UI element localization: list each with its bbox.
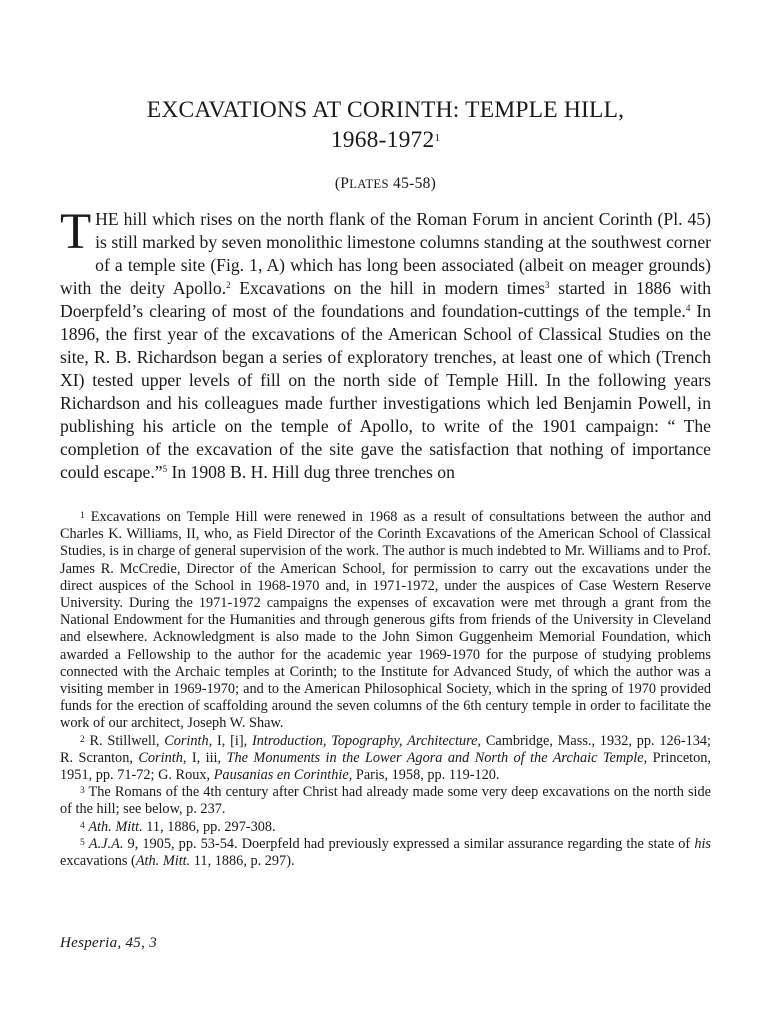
drop-cap: T xyxy=(60,204,92,260)
footnote-2 xyxy=(60,733,711,785)
journal-footer: Hesperia, 45, 3 xyxy=(60,935,157,951)
footnote-1 xyxy=(60,509,711,733)
footnote-text: , I, [i], xyxy=(208,732,252,749)
footnote-text: Excavations on Temple Hill were renewed in 1968 as a result of consultations between the author and Charles K. Williams, II, who, as Field Director of the Corinth Excavations of the American School of Classical Studies, is in charge of general supervision of the work. The author is much indebted to Mr. Williams and to Prof. James R. McCredie, Director of the American School, for permission to carry out the excavations under the direct auspices of the School in 1968-1970 and, in 1971-1972, under the auspices of Case Western Reserve University. During the 1971-1972 campaigns the expenses of excavation were met through a grant from the National Endowment for the Humanities and through generous gifts from friends of the University in Cleveland and elsewhere. Acknowledgment is also made to the John Simon Guggenheim Memorial Foundation, which awarded a Fellowship to the author for the academic year 1969-1970 for the purpose of studying problems connected with the Archaic temples at Corinth; to the Institute for Advanced Study, of which the author was a visiting member in 1969-1970; and to the American Philosophical Society, which in the spring of 1970 provided funds for the erection of scaffolding around the seven columns of the 6th century temple in order to facilitate the work of our architect, Joseph W. Shaw. xyxy=(60,509,711,732)
footnote-number: 4 xyxy=(80,820,85,831)
footnote-text: The Romans of the 4th century after Christ had already made some very deep excavations on the north side of the hill; see below, p. 237. xyxy=(60,784,711,818)
body-text-segment: started in 1886 with Doerpfeld’s clearing of most of the foundations and foundation-cuttings of the temple. xyxy=(60,278,711,321)
plates-smallcaps: LATES xyxy=(349,177,389,191)
footnote-ref-5[interactable]: 5 xyxy=(162,464,168,474)
article-title xyxy=(60,95,711,155)
footnote-5 xyxy=(60,836,711,870)
footnote-ref-4[interactable]: 4 xyxy=(685,303,691,313)
footnote-4 xyxy=(60,819,711,836)
footnote-number: 2 xyxy=(80,734,85,745)
title-years: 1968-1972 xyxy=(330,127,435,153)
footnote-number: 3 xyxy=(80,786,85,797)
footnote-3 xyxy=(60,784,711,818)
footnote-text: 11, 1886, p. 297). xyxy=(190,853,295,870)
footnotes xyxy=(60,509,711,870)
footnote-text: , I, iii, xyxy=(182,749,227,766)
body-text-segment: Excavations on the hill in modern times xyxy=(230,278,545,298)
body-text-segment: In 1908 B. H. Hill dug three trenches on xyxy=(167,462,455,482)
citation-title: A.J.A. xyxy=(88,835,124,852)
citation-title: Corinth xyxy=(138,749,183,766)
citation-title: Pausanias en Corinthie xyxy=(213,767,349,784)
footnote-text: excavations ( xyxy=(60,853,136,870)
title-line-1: EXCAVATIONS AT CORINTH: TEMPLE HILL, xyxy=(146,97,625,123)
plates-range: 45-58) xyxy=(388,175,437,192)
citation-title: Ath. Mitt. xyxy=(135,853,191,870)
plates-reference xyxy=(60,175,711,193)
footnote-text: , Paris, 1958, pp. 119-120. xyxy=(348,767,500,784)
citation-title: The Monuments in the Lower Agora and North of the Archaic Temple xyxy=(226,749,644,766)
footnote-text: , Cambridge, Mass., 1932, pp. 126-134; R. Scranton, xyxy=(60,732,711,766)
citation-title: Corinth xyxy=(164,732,209,749)
body-paragraph xyxy=(60,204,712,484)
footnote-text: R. Stillwell, xyxy=(84,732,165,749)
footnote-number: 5 xyxy=(80,837,85,848)
title-line-2 xyxy=(60,125,711,155)
title-footnote-ref[interactable]: 1 xyxy=(434,132,441,144)
body-text-segment: HE hill which rises on the north flank of the Roman Forum in ancient Corinth (Pl. 45) is still marked by seven monolithic limestone columns standing at the southwest corner of a temple site (Fig. 1, A) which has long been associated (albeit on meager grounds) with the deity Apollo. xyxy=(60,209,711,298)
footnote-ref-3[interactable]: 3 xyxy=(544,280,550,290)
emphasis: his xyxy=(694,835,711,852)
footnote-text: , Princeton, 1951, pp. 71-72; G. Roux, xyxy=(60,749,712,784)
footnote-text: 9, 1905, pp. 53-54. Doerpfeld had previously expressed a similar assurance regarding the state of xyxy=(123,835,695,852)
plates-open: (P xyxy=(334,175,350,192)
footnote-ref-2[interactable]: 2 xyxy=(226,280,231,290)
footnote-number: 1 xyxy=(80,511,85,521)
citation-title: Introduction, Topography, Architecture xyxy=(251,732,478,749)
footnote-text: 11, 1886, pp. 297-308. xyxy=(142,818,276,835)
article-page xyxy=(60,0,711,1024)
citation-title: Ath. Mitt. xyxy=(88,818,143,835)
body-text-segment: In 1896, the first year of the excavations of the American School of Classical Studies on the site, R. B. Richardson began a series of exploratory trenches, at least one of which (Trench XI) tested upper levels of fill on the north side of Temple Hill. In the following years Richardson and his colleagues made further investigations which led Benjamin Powell, in publishing his article on the temple of Apollo, to write of the 1901 campaign: “ The completion of the excavation of the site gave the satisfaction that nothing of importance could escape.” xyxy=(60,301,712,482)
